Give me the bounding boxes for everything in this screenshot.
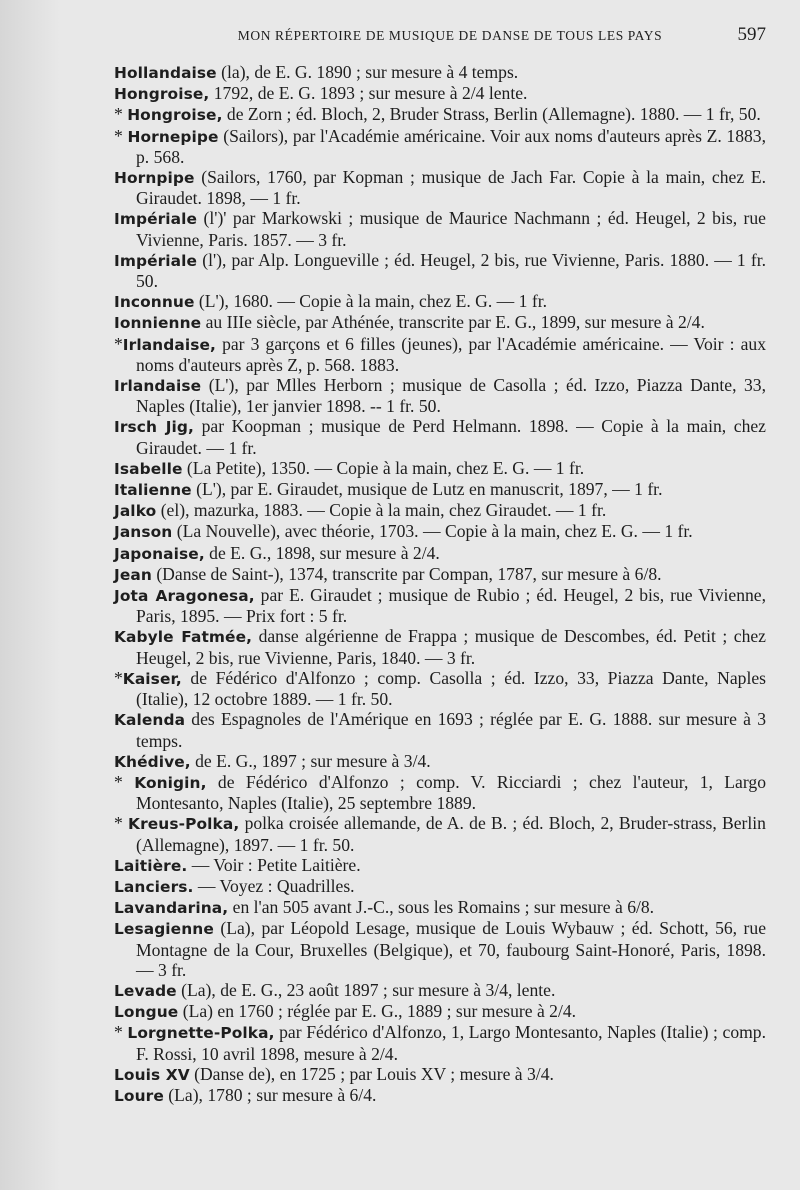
- dance-entry: [114, 980, 766, 1001]
- dance-entry: [114, 626, 766, 667]
- entry-description: par Fédérico d'Alfonzo, 1, Largo Montesanto, Naples (Italie) ; comp. F. Rossi, 10 avril 1898, mesure à 2/4.: [136, 1022, 766, 1064]
- dance-entry: [114, 334, 766, 375]
- dance-entry: [114, 543, 766, 564]
- dance-entry: [114, 521, 766, 542]
- entry-name: Japonaise,: [114, 544, 205, 563]
- entry-name: Hongroise,: [114, 85, 210, 104]
- entry-description: de Fédérico d'Alfonzo ; comp. Casolla ; éd. Izzo, 33, Piazza Dante, Naples (Italie), 12 octobre 1889. — 1 fr. 50.: [136, 667, 766, 710]
- entry-asterisk: *: [114, 667, 123, 688]
- entry-name: Laitière.: [114, 856, 188, 875]
- entry-description: (La), de E. G., 23 août 1897 ; sur mesure à 3/4, lente.: [176, 979, 556, 1000]
- entry-description: des Espagnoles de l'Amérique en 1693 ; réglée par E. G. 1888. sur mesure à 3 temps.: [136, 709, 766, 751]
- entry-name: Irsch Jig,: [114, 418, 194, 437]
- entry-name: Kreus-Polka,: [128, 815, 240, 834]
- dance-entry: [114, 668, 766, 709]
- dance-entry: [114, 772, 766, 813]
- dance-entry: [114, 1085, 766, 1106]
- entry-description: par Koopman ; musique de Perd Helmann. 1898. — Copie à la main, chez Giraudet. — 1 fr.: [136, 416, 766, 458]
- entry-name: Longue: [114, 1003, 179, 1022]
- entry-name: Hongroise,: [127, 106, 223, 125]
- entry-name: Janson: [114, 523, 173, 542]
- entry-asterisk: *: [114, 813, 129, 834]
- entry-name: Irlandaise: [114, 377, 202, 396]
- entry-description: de Fédérico d'Alfonzo ; comp. V. Ricciardi ; chez l'auteur, 1, Largo Montesanto, Naples (Italie), 25 septembre 1889.: [136, 771, 766, 814]
- entry-name: Inconnue: [114, 293, 195, 312]
- entry-name: Lorgnette-Polka,: [127, 1024, 275, 1043]
- entry-name: Impériale: [114, 210, 198, 229]
- entry-name: Lesagienne: [114, 920, 214, 939]
- dance-entry: [114, 751, 766, 772]
- dance-entry: [114, 855, 766, 876]
- dance-entry: [114, 709, 766, 750]
- dance-entry: [114, 104, 766, 125]
- dance-entry: [114, 897, 766, 918]
- dance-entry: [114, 83, 766, 104]
- entry-name: Isabelle: [114, 459, 183, 478]
- entry-description: (l')' par Markowski ; musique de Maurice Nachmann ; éd. Heugel, 2 bis, rue Vivienne, Paris. 1857. — 3 fr.: [136, 208, 766, 250]
- entry-description: (L'), par Mlles Herborn ; musique de Casolla ; éd. Izzo, Piazza Dante, 33, Naples (Italie), 1er janvier 1898. -- 1 fr. 50.: [136, 375, 766, 417]
- entry-list: [114, 62, 766, 1106]
- entry-asterisk: *: [114, 1022, 128, 1043]
- entry-asterisk: *: [114, 104, 128, 125]
- entry-description: (el), mazurka, 1883. — Copie à la main, chez Giraudet. — 1 fr.: [156, 500, 607, 521]
- entry-name: Hornepipe: [127, 127, 219, 146]
- entry-name: Ionnienne: [114, 314, 202, 333]
- dance-entry: [114, 312, 766, 333]
- entry-description: (La), 1780 ; sur mesure à 6/4.: [163, 1084, 377, 1105]
- entry-description: (Sailors, 1760, par Kopman ; musique de Jach Far. Copie à la main, chez E. Giraudet. 1898, — 1 fr.: [136, 167, 766, 209]
- entry-name: Khédive,: [114, 752, 191, 771]
- entry-description: danse algérienne de Frappa ; musique de Descombes, éd. Petit ; chez Heugel, 2 bis, rue Vivienne, Paris, 1840. — 3 fr.: [136, 626, 766, 668]
- entry-description: (Danse de), en 1725 ; par Louis XV ; mesure à 3/4.: [189, 1063, 554, 1084]
- entry-name: Louis XV: [114, 1065, 190, 1084]
- entry-asterisk: *: [114, 125, 128, 146]
- header-title: MON RÉPERTOIRE DE MUSIQUE DE DANSE DE TOUS LES PAYS: [237, 28, 663, 43]
- dance-entry: [114, 458, 766, 479]
- dance-entry: [114, 585, 766, 626]
- entry-description: en l'an 505 avant J.-C., sous les Romains ; sur mesure à 6/8.: [228, 897, 655, 918]
- entry-name: Hornpipe: [114, 169, 195, 188]
- entry-name: Lavandarina,: [114, 899, 229, 918]
- entry-description: — Voir : Petite Laitière.: [187, 854, 361, 875]
- entry-name: Loure: [114, 1086, 164, 1105]
- dance-entry: [114, 375, 766, 416]
- dance-entry: [114, 126, 766, 167]
- entry-name: Italienne: [114, 481, 192, 500]
- entry-description: par E. Giraudet ; musique de Rubio ; éd. Heugel, 2 bis, rue Vivienne, Paris, 1895. — Prix fort : 5 fr.: [136, 585, 767, 627]
- entry-description: de E. G., 1898, sur mesure à 2/4.: [204, 542, 440, 563]
- entry-name: Lanciers.: [114, 877, 194, 896]
- entry-name: Konigin,: [134, 773, 207, 792]
- dance-entry: [114, 876, 766, 897]
- dance-entry: [114, 291, 766, 312]
- entry-description: (L'), 1680. — Copie à la main, chez E. G. — 1 fr.: [194, 291, 548, 312]
- entry-name: Jean: [114, 565, 152, 584]
- entry-name: Jota Aragonesa,: [114, 587, 255, 606]
- entry-name: Levade: [114, 981, 177, 1000]
- entry-asterisk: *: [114, 333, 123, 354]
- entry-asterisk: *: [114, 771, 135, 792]
- dance-entry: [114, 1064, 766, 1085]
- page-gutter: [0, 0, 60, 1190]
- entry-description: (l'), par Alp. Longueville ; éd. Heugel, 2 bis, rue Vivienne, Paris. 1880. — 1 fr. 50.: [136, 249, 766, 292]
- dance-entry: [114, 416, 766, 457]
- entry-description: (La Petite), 1350. — Copie à la main, chez E. G. — 1 fr.: [182, 457, 585, 478]
- dance-entry: [114, 500, 766, 521]
- dance-entry: [114, 813, 766, 854]
- dance-entry: [114, 1001, 766, 1022]
- entry-description: polka croisée allemande, de A. de B. ; éd. Bloch, 2, Bruder-strass, Berlin (Allemagne), 1897. — 1 fr. 50.: [136, 813, 766, 855]
- dance-entry: [114, 208, 766, 249]
- entry-name: Kaiser,: [122, 669, 182, 688]
- dance-entry: [114, 167, 766, 208]
- dance-entry: [114, 918, 766, 980]
- entry-name: Jalko: [114, 502, 157, 521]
- entry-description: (La), par Léopold Lesage, musique de Louis Wybauw ; éd. Schott, 56, rue Montagne de la Cour, Bruxelles (Belgique), et 70, faubourg Saint-Honoré, Paris, 1898. — 3 fr.: [136, 918, 766, 980]
- entry-description: par 3 garçons et 6 filles (jeunes), par l'Académie américaine. — Voir : aux noms d'auteurs après Z, p. 568. 1883.: [136, 333, 766, 375]
- entry-name: Irlandaise,: [122, 335, 216, 354]
- dance-entry: [114, 479, 766, 500]
- entry-description: de E. G., 1897 ; sur mesure à 3/4.: [190, 750, 431, 771]
- dance-entry: [114, 564, 766, 585]
- entry-description: — Voyez : Quadrilles.: [193, 875, 355, 896]
- entry-description: (La) en 1760 ; réglée par E. G., 1889 ; sur mesure à 2/4.: [178, 1001, 577, 1022]
- entry-description: (L'), par E. Giraudet, musique de Lutz en manuscrit, 1897, — 1 fr.: [191, 479, 663, 500]
- entry-description: au IIIe siècle, par Athénée, transcrite par E. G., 1899, sur mesure à 2/4.: [201, 312, 705, 333]
- dance-entry: [114, 1022, 766, 1063]
- page-number: 597: [737, 24, 766, 45]
- entry-name: Impériale: [114, 251, 198, 270]
- running-header: [114, 24, 766, 58]
- dance-entry: [114, 250, 766, 291]
- entry-description: (la), de E. G. 1890 ; sur mesure à 4 temps.: [216, 62, 519, 82]
- entry-description: (Sailors), par l'Académie américaine. Voir aux noms d'auteurs après Z. 1883, p. 568.: [136, 125, 766, 167]
- entry-name: Kalenda: [114, 711, 186, 730]
- entry-description: 1792, de E. G. 1893 ; sur mesure à 2/4 lente.: [209, 83, 528, 104]
- entry-name: Hollandaise: [114, 64, 217, 82]
- entry-name: Kabyle Fatmée,: [114, 628, 253, 647]
- entry-description: (La Nouvelle), avec théorie, 1703. — Copie à la main, chez E. G. — 1 fr.: [172, 521, 693, 542]
- dance-entry: [114, 62, 766, 83]
- entry-description: (Danse de Saint-), 1374, transcrite par Compan, 1787, sur mesure à 6/8.: [151, 563, 662, 584]
- entry-description: de Zorn ; éd. Bloch, 2, Bruder Strass, Berlin (Allemagne). 1880. — 1 fr, 50.: [222, 104, 761, 125]
